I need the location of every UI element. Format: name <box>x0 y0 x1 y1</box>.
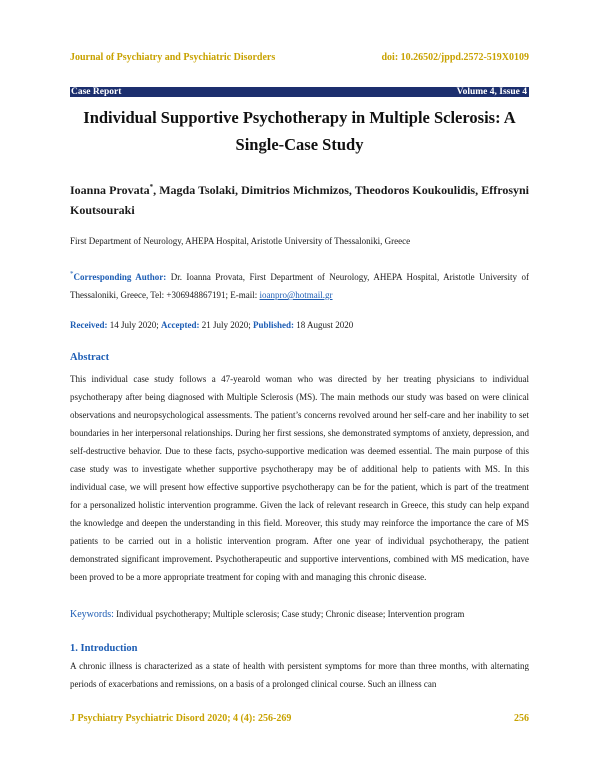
author-list <box>70 177 529 220</box>
journal-name: Journal of Psychiatry and Psychiatric Disorders <box>70 52 276 63</box>
corresponding-author <box>70 265 529 304</box>
abstract-text: This individual case study follows a 47-yearold woman who was directed by her treating physicians to individual psychotherapy after being diagnosed with Multiple Sclerosis (MS). The main methods our study was based on were clinical observations and neuropsychological assessments. The patient’s concerns revolved around her self-care and her inability to set boundaries in her interpersonal relationships. During her first sessions, she demonstrated symptoms of anxiety, depression, and self-destructive behavior. Due to these facts, psycho-supportive medication was deemed essential. The main purpose of this case study was to investigate whether supportive psychotherapy may be of additional help to patients with MS. In this individual case, we will present how effective supportive psychotherapy can be for the patient, which is part of the treatment for a personalized holistic intervention programme. Given the lack of relevant research in Greece, this study can help expand the knowledge and deepen the understanding in this field. Moreover, this study may reinforce the importance the care of MS patients to be carried out in a holistic intervention program. After one year of individual psychotherapy, the patient demonstrated significant improvement. Psychotherapeutic and supportive interventions, combined with MS medication, have been proved to be a more appropriate treatment for coping with and managing this chronic disease. <box>70 374 529 582</box>
accepted-label: Accepted: <box>161 320 200 330</box>
page-number: 256 <box>514 713 529 724</box>
article-dates <box>70 320 529 330</box>
affiliation: First Department of Neurology, AHEPA Hospital, Aristotle University of Thessaloniki, Greece <box>70 236 411 246</box>
introduction-heading: 1. Introduction <box>70 643 138 654</box>
corr-label: Corresponding Author: <box>73 272 167 282</box>
author-first: Ioanna Provata <box>70 183 150 197</box>
corresponding-mark: * <box>149 183 154 191</box>
keywords-text: Individual psychotherapy; Multiple sclerosis; Case study; Chronic disease; Intervention program <box>113 609 465 619</box>
doi: doi: 10.26502/jppd.2572-519X0109 <box>381 52 529 63</box>
published-date: 18 August 2020 <box>294 320 354 330</box>
keywords <box>70 609 529 620</box>
published-label: Published: <box>253 320 295 330</box>
footer-citation: J Psychiatry Psychiatric Disord 2020; 4 (4): 256-269 <box>70 713 292 724</box>
received-date: 14 July 2020; <box>107 320 161 330</box>
corr-text: Dr. Ioanna Provata, First Department of Neurology, AHEPA Hospital, Aristotle University of Thessaloniki, Greece, Tel: +306948867191; E-mail: <box>70 272 529 300</box>
article-title <box>70 104 529 158</box>
article-type-bar <box>70 87 529 97</box>
title-line-2: Single-Case Study <box>235 135 364 154</box>
title-line-1: Individual Supportive Psychotherapy in Multiple Sclerosis: A <box>83 108 516 127</box>
keywords-label: Keywords: <box>70 609 114 620</box>
author-rest: , Magda Tsolaki, Dimitrios Michmizos, Theodoros Koukoulidis, Effrosyni Koutsouraki <box>70 183 529 217</box>
abstract-heading: Abstract <box>70 352 110 363</box>
corr-mark: * <box>70 270 74 278</box>
email-link[interactable]: ioanpro@hotmail.gr <box>259 290 333 300</box>
volume-issue: Volume 4, Issue 4 <box>456 87 527 97</box>
accepted-date: 21 July 2020; <box>199 320 253 330</box>
article-type: Case Report <box>71 87 122 97</box>
introduction-text: A chronic illness is characterized as a state of health with persistent symptoms for more than three months, with alternating periods of exacerbations and remissions, on a basis of a prolonged clinical course. Such an illness can <box>70 661 529 689</box>
received-label: Received: <box>70 320 108 330</box>
